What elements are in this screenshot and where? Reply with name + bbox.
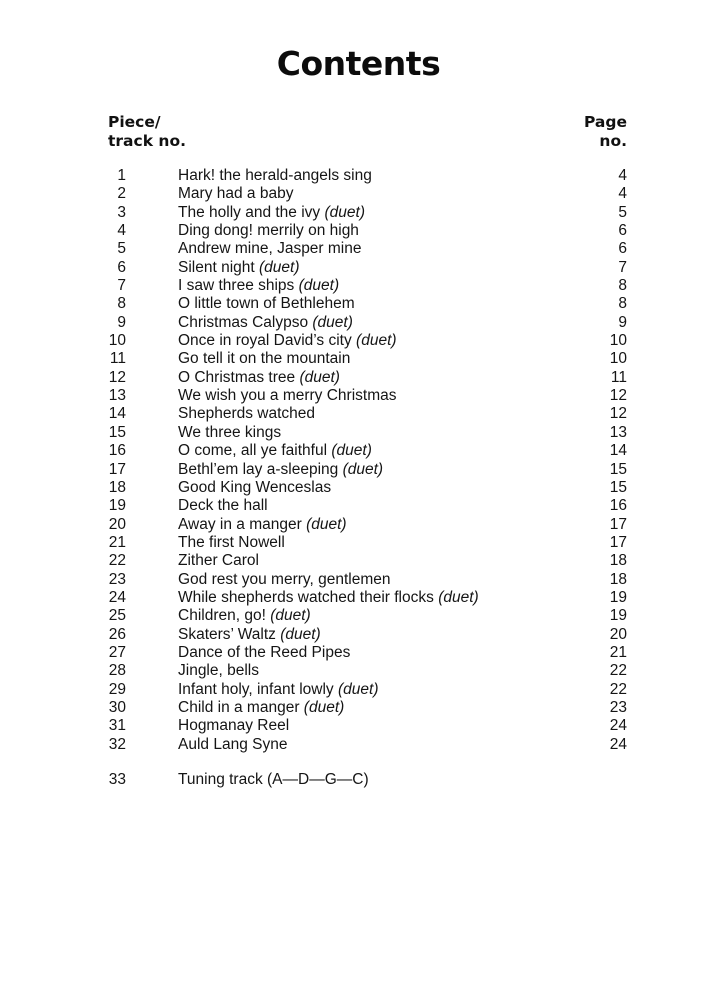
list-item	[0, 552, 717, 570]
page-number: 17	[609, 533, 627, 551]
piece-title	[178, 479, 331, 497]
page-number: 8	[618, 295, 627, 313]
list-item	[0, 222, 717, 240]
piece-title	[178, 167, 372, 185]
list-item	[0, 405, 717, 423]
piece-title-text: O Christmas tree	[178, 368, 296, 386]
track-number: 19	[108, 497, 126, 515]
piece-title	[178, 607, 311, 625]
piece-title-text: Christmas Calypso	[178, 313, 309, 331]
track-number: 10	[108, 332, 126, 350]
track-number: 32	[108, 735, 126, 753]
piece-title-text: While shepherds watched their flocks	[178, 588, 434, 606]
track-number: 27	[108, 643, 126, 661]
piece-title	[178, 626, 321, 644]
page-number: 22	[609, 662, 627, 680]
page-number: 24	[609, 735, 627, 753]
duet-note: (duet)	[280, 625, 321, 643]
duet-note: (duet)	[299, 368, 340, 386]
list-item	[0, 736, 717, 754]
track-number: 5	[117, 240, 126, 258]
page-number: 11	[610, 368, 627, 386]
piece-title-text: O little town of Bethlehem	[178, 295, 355, 313]
piece-title-text: The first Nowell	[178, 533, 285, 551]
piece-title	[178, 387, 396, 405]
piece-title-text: Skaters’ Waltz	[178, 625, 276, 643]
tuning-track-title: Tuning track (A—D—G—C)	[178, 771, 369, 788]
track-number: 6	[117, 258, 126, 276]
piece-title	[178, 314, 353, 332]
page-number: 20	[609, 625, 627, 643]
piece-title-text: We wish you a merry Christmas	[178, 387, 397, 405]
list-item	[0, 571, 717, 589]
duet-note: (duet)	[270, 607, 311, 625]
piece-title	[178, 185, 293, 203]
piece-title	[178, 644, 350, 662]
duet-note: (duet)	[331, 442, 372, 460]
page-number: 8	[618, 277, 627, 295]
page-number: 22	[609, 680, 627, 698]
piece-title-text: Hark! the herald-angels sing	[178, 167, 372, 184]
track-header-line-1: Piece/	[108, 113, 161, 131]
piece-title-text: Zither Carol	[178, 552, 259, 570]
track-number: 16	[108, 442, 126, 460]
track-number: 2	[117, 185, 126, 203]
piece-title	[178, 662, 259, 680]
track-number: 13	[108, 387, 126, 405]
track-number: 3	[117, 203, 126, 221]
duet-note: (duet)	[259, 258, 300, 276]
list-item	[0, 497, 717, 515]
page-number: 7	[618, 258, 627, 276]
page-number: 5	[618, 203, 627, 221]
page-header-line-2: no.	[599, 132, 627, 150]
piece-title-text: Deck the hall	[178, 497, 268, 515]
piece-title-text: Mary had a baby	[178, 185, 294, 203]
duet-note: (duet)	[337, 680, 379, 698]
page-number: 23	[609, 698, 627, 716]
list-item	[0, 717, 717, 735]
duet-note: (duet)	[324, 203, 365, 221]
page-number: 10	[609, 332, 627, 350]
list-item	[0, 681, 717, 699]
piece-title-text: Once in royal David’s city	[178, 332, 352, 350]
piece-title-text: We three kings	[178, 423, 282, 441]
piece-title	[178, 295, 355, 313]
track-number: 18	[108, 478, 126, 496]
piece-title	[178, 736, 287, 754]
page-number: 15	[609, 478, 627, 496]
track-number: 15	[108, 423, 126, 441]
track-number: 17	[108, 460, 126, 478]
piece-title-text: Dance of the Reed Pipes	[178, 643, 351, 661]
contents-list	[0, 167, 717, 754]
list-item	[0, 461, 717, 479]
page-number: 17	[609, 515, 627, 533]
duet-note: (duet)	[438, 588, 479, 606]
list-item	[0, 607, 717, 625]
piece-title	[178, 534, 285, 552]
piece-title-text: The holly and the ivy	[178, 203, 321, 221]
piece-title-text: Hogmanay Reel	[178, 717, 290, 735]
piece-title	[178, 699, 344, 717]
track-number: 4	[117, 222, 126, 240]
list-item	[0, 699, 717, 717]
list-item	[0, 240, 717, 258]
piece-title-text: Child in a manger	[178, 698, 300, 716]
page-title: Contents	[276, 44, 441, 83]
list-item	[0, 442, 717, 460]
track-number: 20	[108, 515, 126, 533]
duet-note: (duet)	[312, 313, 353, 331]
list-item	[0, 534, 717, 552]
track-number-header	[108, 113, 186, 151]
piece-title	[178, 461, 383, 479]
piece-title-text: Auld Lang Syne	[178, 735, 288, 753]
list-item	[0, 185, 717, 203]
piece-title-text: Bethl’em lay a-sleeping	[178, 460, 339, 478]
list-item	[0, 314, 717, 332]
piece-title	[178, 369, 340, 387]
piece-title	[178, 259, 300, 277]
list-item	[0, 644, 717, 662]
piece-title-text: Silent night	[178, 258, 255, 276]
track-number: 28	[108, 662, 126, 680]
list-item	[0, 332, 717, 350]
page-number: 6	[618, 222, 627, 240]
piece-title-text: Go tell it on the mountain	[178, 350, 351, 368]
page-number: 12	[609, 387, 627, 405]
list-item	[0, 369, 717, 387]
duet-note: (duet)	[303, 698, 345, 716]
track-number: 8	[117, 295, 126, 313]
page-number: 21	[609, 643, 627, 661]
track-number: 29	[108, 680, 126, 698]
page-number: 13	[609, 423, 627, 441]
piece-title-text: O come, all ye faithful	[178, 442, 328, 460]
piece-title	[178, 222, 359, 240]
tuning-track-row	[0, 771, 717, 789]
track-number: 25	[108, 607, 126, 625]
piece-title-text: Good King Wenceslas	[178, 478, 332, 496]
page-number: 16	[609, 497, 627, 515]
page-number: 4	[618, 185, 627, 203]
track-number: 11	[109, 350, 126, 368]
list-item	[0, 204, 717, 222]
page-number: 18	[609, 552, 627, 570]
duet-note: (duet)	[306, 515, 347, 533]
piece-title	[178, 497, 268, 515]
page-number: 12	[609, 405, 627, 423]
list-item	[0, 479, 717, 497]
piece-title-text: Ding dong! merrily on high	[178, 222, 359, 240]
track-number: 14	[108, 405, 126, 423]
page-number: 9	[618, 313, 627, 331]
piece-title	[178, 571, 391, 589]
page-number: 15	[609, 460, 627, 478]
duet-note: (duet)	[356, 332, 397, 350]
piece-title-text: Shepherds watched	[178, 405, 316, 423]
piece-title	[178, 442, 372, 460]
piece-title	[178, 350, 350, 368]
list-item	[0, 626, 717, 644]
piece-title	[178, 332, 397, 350]
page-number: 19	[609, 588, 627, 606]
track-number: 23	[108, 570, 126, 588]
piece-title-text: Jingle, bells	[178, 662, 259, 680]
page-number: 24	[609, 717, 627, 735]
piece-title	[178, 717, 289, 735]
page-number: 19	[609, 607, 627, 625]
track-number: 9	[117, 313, 126, 331]
list-item	[0, 424, 717, 442]
list-item	[0, 589, 717, 607]
track-number: 1	[117, 167, 126, 184]
page-number: 4	[618, 167, 627, 184]
piece-title	[178, 204, 365, 222]
list-item	[0, 277, 717, 295]
piece-title	[178, 681, 378, 699]
duet-note: (duet)	[342, 460, 384, 478]
page-number: 10	[609, 350, 627, 368]
track-number: 7	[117, 277, 126, 295]
piece-title-text: Away in a manger	[178, 515, 302, 533]
list-item	[0, 662, 717, 680]
track-number: 21	[108, 533, 126, 551]
piece-title-text: Andrew mine, Jasper mine	[178, 240, 362, 258]
page-number: 18	[609, 570, 627, 588]
track-number: 22	[108, 552, 126, 570]
list-item	[0, 387, 717, 405]
list-item	[0, 167, 717, 185]
tuning-track-number: 33	[108, 771, 126, 788]
piece-title-text: God rest you merry, gentlemen	[178, 570, 391, 588]
list-item	[0, 516, 717, 534]
piece-title	[178, 240, 362, 258]
track-number: 24	[108, 588, 126, 606]
piece-title	[178, 552, 259, 570]
piece-title	[178, 405, 315, 423]
track-header-line-2: track no.	[108, 132, 186, 150]
track-number: 31	[108, 717, 126, 735]
list-item	[0, 259, 717, 277]
piece-title-text: I saw three ships	[178, 277, 295, 295]
page-number: 6	[618, 240, 627, 258]
list-item	[0, 350, 717, 368]
page-header-line-1: Page	[583, 113, 627, 131]
piece-title-text: Children, go!	[178, 607, 266, 625]
duet-note: (duet)	[298, 277, 340, 295]
list-item	[0, 295, 717, 313]
track-number: 30	[108, 698, 126, 716]
page-number-header	[584, 113, 627, 151]
page-number: 14	[609, 442, 627, 460]
track-number: 12	[108, 368, 126, 386]
piece-title	[178, 516, 347, 534]
piece-title	[178, 424, 281, 442]
track-number: 26	[108, 625, 126, 643]
piece-title	[178, 589, 479, 607]
piece-title-text: Infant holy, infant lowly	[178, 680, 334, 698]
piece-title	[178, 277, 339, 295]
